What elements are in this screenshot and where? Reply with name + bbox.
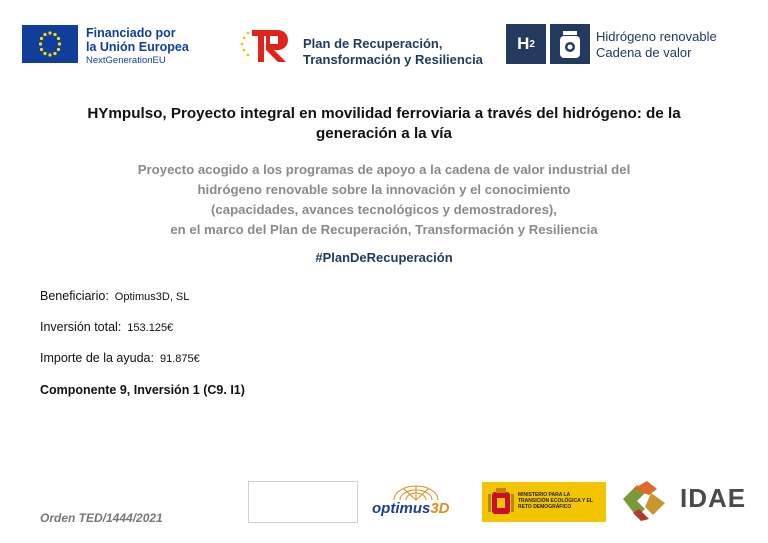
title-line1: HYmpulso, Proyecto integral en movilidad ferroviaria a través del hidrógeno: de la [87, 105, 681, 122]
prtr-line2: Transformación y Resiliencia [303, 52, 483, 67]
ministerio-text: MINISTERIO PARA LA TRANSICIÓN ECOLÓGICA Y EL RETO DEMOGRÁFICO [518, 492, 593, 510]
h2-logo [506, 24, 546, 64]
blank-logo-box [248, 481, 358, 523]
h2-line1: Hidrógeno renovable [596, 29, 717, 44]
prtr-logo-icon [240, 26, 292, 66]
prtr-line1: Plan de Recuperación, [303, 36, 443, 51]
subtitle-line: hidrógeno renovable sobre la innovación y el conocimiento [197, 182, 571, 197]
inversion-value: 153.125€ [127, 322, 174, 334]
h2-sub: 2 [529, 38, 535, 50]
orden-reference: Orden TED/1444/2021 [40, 511, 163, 525]
eu-line3: NextGenerationEU [86, 55, 166, 66]
componente: Componente 9, Inversión 1 (C9. I1) [40, 383, 245, 397]
h2-text [596, 29, 756, 61]
beneficiario-value: Optimus3D, SL [114, 291, 190, 303]
optimus-main: optimus [372, 500, 431, 517]
importe-value: 91.875€ [159, 353, 200, 365]
eu-funding-text [86, 26, 216, 66]
optimus-3d: 3D [430, 500, 450, 517]
inversion-row [40, 320, 173, 334]
optimus3d-wordmark [372, 500, 450, 517]
prtr-text [303, 36, 513, 68]
importe-label: Importe de la ayuda: [40, 351, 154, 365]
importe-row [40, 351, 200, 365]
inversion-label: Inversión total: [40, 320, 122, 334]
subtitle-line: en el marco del Plan de Recuperación, Transformación y Resiliencia [170, 222, 598, 237]
idae-logo-icon [617, 480, 673, 522]
h2-line2: Cadena de valor [596, 45, 692, 60]
spain-coat-of-arms-icon [486, 486, 516, 518]
eu-line2: la Unión Europea [86, 40, 189, 54]
subtitle-line: Proyecto acogido a los programas de apoyo a la cadena de valor industrial del [137, 162, 631, 177]
subtitle-line: (capacidades, avances tecnológicos y demostradores), [211, 202, 557, 217]
project-description [40, 160, 728, 240]
eu-flag-logo [22, 25, 78, 63]
h2-label: H [517, 34, 530, 53]
hashtag: #PlanDeRecuperación [315, 250, 453, 265]
eu-line1: Financiado por [86, 26, 176, 40]
title-line2: generación a la vía [316, 125, 452, 142]
idae-wordmark: IDAE [680, 483, 747, 513]
page-title [40, 104, 728, 144]
beneficiario-label: Beneficiario: [40, 289, 109, 303]
ministerio-logo [482, 482, 606, 522]
beneficiario-row [40, 289, 189, 303]
hydrogen-tank-icon [550, 24, 590, 64]
